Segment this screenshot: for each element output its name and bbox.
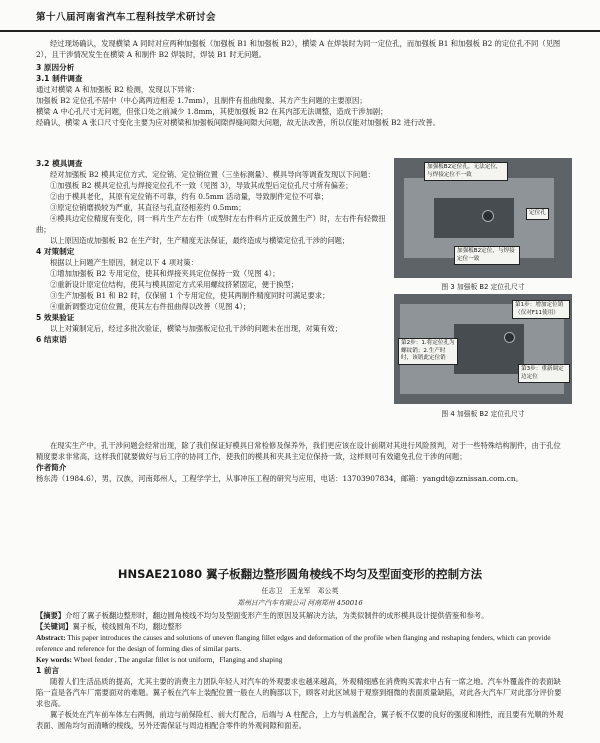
p6: 在现实生产中，孔干涉问题会经常出现，除了我们保证好模具日常检修及保养外，我们更应该在设计前期对其进行风险预判，对于一些特殊结构制件，由于孔位精度要求非常高，这样我们就要做好与后工序的协同工作，使我们的模具和夹具主定位保持一致，这样则可有效避免孔位干涉的问题； (36, 441, 561, 461)
conclusion-block (36, 440, 564, 484)
paper-2-body (36, 610, 564, 731)
p31a: 通过对横梁 A 和加强板 B2 检测，发现以下异常： (36, 85, 200, 94)
author-bio: 杨东涛（1984.6），男，汉族，河南郑州人，工程学学士，从事冲压工程的研究与应用，电话：13703907834，邮箱：yangdt@zznissan.com.cn。 (36, 474, 523, 483)
p32a: 经对加强板 B2 模具定位方式、定位销、定位销位置（三坐标测量）、模具导向等调查发现以下问题： (50, 170, 375, 179)
figure-3-locating-hole (482, 210, 494, 222)
abstract-label: 【摘要】 (36, 611, 66, 620)
figure-3-callout-2: 定位孔 (526, 208, 549, 220)
p4d: ③生产加强板 B1 和 B2 时，仅保留 1 个专用定位，使其两制件精度同时可满足要求； (50, 291, 330, 300)
en-keywords-text: Wheel fender , The angular fillet is not uniform，Flanging and shaping (73, 655, 283, 664)
heading-3: 3 原因分析 (36, 63, 75, 72)
author-heading: 作者简介 (36, 463, 67, 472)
section-3-1 (36, 62, 564, 128)
figure-4-caption: 图 4 加强板 B2 定位孔尺寸 (441, 410, 525, 418)
p4a: 根据以上问题产生原因，制定以下 4 项对策： (50, 258, 198, 267)
figure-3-callout-3: 加强板B2定位，与焊接定位一致 (454, 246, 520, 265)
p32d: ③原定位销磨损较为严重，其直径与孔直径相差约 0.5mm； (50, 203, 246, 212)
intro-paragraph (36, 38, 564, 60)
paper-2-p1: 随着人们生活品质的提高，尤其主要的消费主力团队年轻人对汽车的外观要求也越来越高，外观精细感在消费购买需求中占有一席之地。汽车外覆盖件的表面缺陷一直是各汽车厂需要面对的难题。翼子板在汽车上装配位置一般在人的胸部以下，顾客对此区域易于观察到细微的表面质量缺陷，对此各大汽车厂对此部分评价要求也高。 (36, 677, 562, 708)
page-header (0, 0, 600, 32)
paper-2-authors: 任志卫 王龙军 邓公英 (261, 587, 339, 595)
p5: 以上对策制定后，经过多批次验证，横梁与加强板定位孔干涉的问题未在出现，对策有效； (50, 324, 342, 333)
keywords-label: 【关键词】 (36, 622, 73, 631)
figure-3-part (434, 198, 514, 238)
p4c: ②重新设计原定位结构，使其与模具固定方式采用螺纹挤紧固定，便于换型； (50, 280, 299, 289)
figure-4-part (454, 324, 524, 374)
heading-3-1: 3.1 制件调查 (36, 74, 83, 83)
heading-4: 4 对策制定 (36, 247, 75, 256)
p32e: ④模具边定位精度有变化，同一料片生产左右件（成型时左右件料片正反放置生产）时，左右件有轻微扭曲； (36, 214, 386, 234)
en-abstract-text: This paper introduces the causes and solutions of uneven flanging fillet edges and deformation of the profile when flanging and reshaping fenders, which can provide reference and reference for the design of forming dies of similar parts. (36, 633, 551, 653)
journal-title: 第十八届河南省汽车工程科技学术研讨会 (36, 12, 217, 23)
heading-6: 6 结束语 (36, 335, 67, 344)
section-3-2-to-5 (36, 158, 386, 345)
p4e: ④重新调整边定位位置，使其左右件扭曲得以改善（见图 4）； (50, 302, 251, 311)
paper-2-affiliation: 郑州日产汽车有限公司 河南郑州 450016 (237, 599, 363, 607)
p31c: 横梁 A 中心孔尺寸无问题，但张口处之前减少 1.8mm，其使加强板 B2 在其内部无法调整，造成干涉加剧； (36, 107, 388, 116)
figure-3-caption: 图 3 加强板 B2 定位孔尺寸 (441, 283, 525, 291)
en-abstract-label: Abstract: (36, 633, 66, 642)
heading-5: 5 效果验证 (36, 313, 75, 322)
figure-4-callout-2: 第2步：1.将定位孔为螺纹销；2.生产时时，该销此定位销 (398, 338, 458, 365)
p4b: ①增加加强板 B2 专用定位，使其和焊接夹具定位保持一致（见图 4）； (50, 269, 280, 278)
keywords-text: 翼子板，棱线圆角不均，翻边整形 (72, 622, 182, 631)
en-keywords-label: Key words: (36, 655, 72, 664)
figure-4-callout-1: 第1步：增加定位销（仅对F11使用） (512, 300, 570, 319)
p32f: 以上原因造成加强板 B2 在生产时，生产精度无法保证，最终造成与横梁定位孔干涉的问题； (50, 236, 350, 245)
paper-2-title: HNSAE21080 翼子板翻边整形圆角棱线不均匀及型面变形的控制方法 (117, 567, 483, 581)
p31d: 经确认，横梁 A 张口尺寸变化主要为应对横梁和加强板间隙焊缝间隙大问题，故无法改善，所以仅能对加强板 B2 进行改善。 (36, 118, 440, 127)
figure-4-locating-pin (504, 332, 515, 343)
figure-3-photo (394, 158, 572, 278)
heading-3-2: 3.2 模具调查 (36, 159, 83, 168)
p31b: 加强板 B2 定位孔不居中（中心离两边相差 1.7mm），且制件有扭曲现象、其方产生问题的主要原因； (36, 96, 367, 105)
paper-2-heading-1: 1 前言 (36, 666, 60, 675)
p32b: ①加强板 B2 模具定位孔与焊接定位孔不一致（见图 3），导致其成型后定位孔尺寸所有偏差； (50, 181, 353, 190)
intro-text: 经过现场确认，发现横梁 A 同时对应两种加强板（加强板 B1 和加强板 B2），横梁 A 在焊装时为同一定位孔，而加强板 B1 和加强板 B2 的定位孔不同（见图 2），且干涉情况发生在横梁 A 和制件 B2 焊装时，焊装 B1 时无问题。 (36, 39, 561, 59)
p32c: ②由于模具老化，其原有定位销不可靠，约有 0.5mm 活动量，导致制件定位不可靠； (50, 192, 329, 201)
figure-3-callout-1: 加强板B2定位孔，无法定位，与焊接定位不一致 (424, 162, 508, 181)
paper-2-p2: 翼子板处在汽车前车体左右两侧，前边与前保险杠、前大灯配合，后端与 A 柱配合，上方与机盖配合，翼子板不仅要的良好的强度和刚性，而且要有光顺的外观表面、圆角均匀而清晰的棱线，另外还需保证与周边相配合零件的外观间隙和面差。 (36, 710, 564, 730)
figure-4-callout-3: 第3步：重新调定边定位 (518, 364, 570, 383)
abstract-text: 介绍了翼子板翻边整形时，翻边圆角棱线不均匀及型面变形产生的原因及其解决方法，为类似制件的成形模具设计提供借鉴和参考。 (65, 611, 489, 620)
figure-4-photo (394, 294, 572, 404)
